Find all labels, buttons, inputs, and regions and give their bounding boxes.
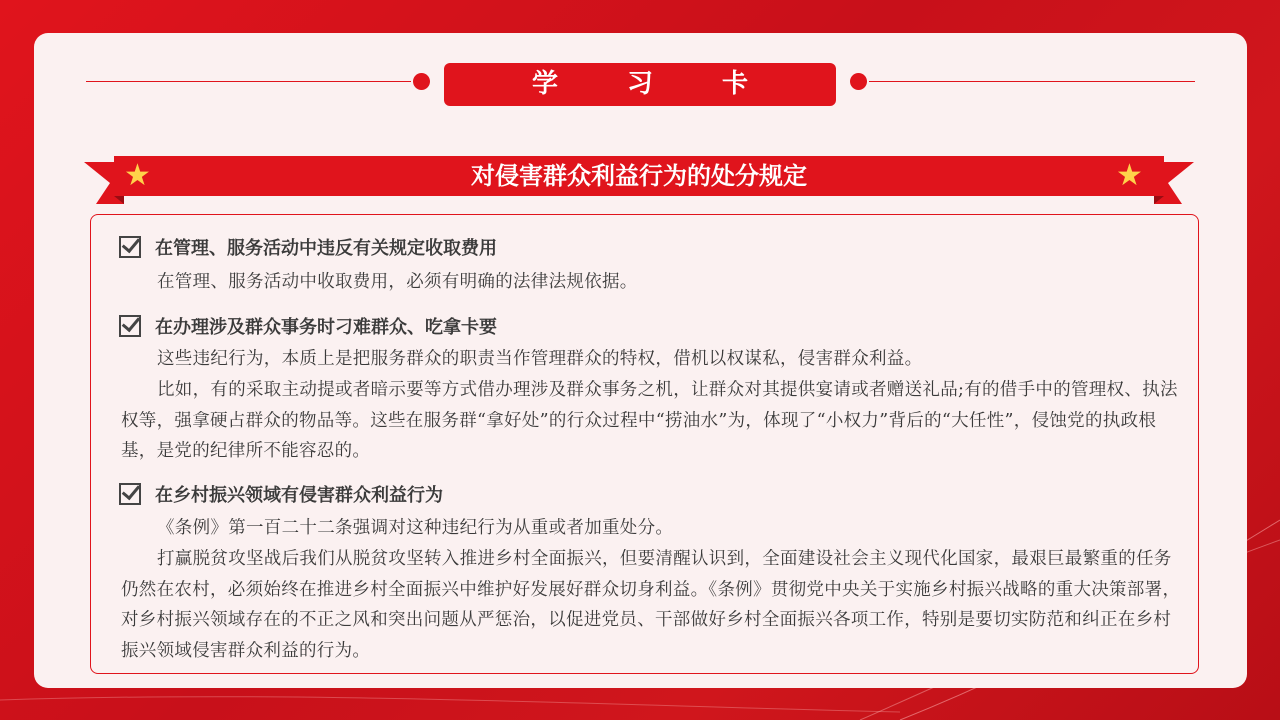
section-paragraph: 在管理、服务活动中收取费用，必须有明确的法律法规依据。 [157, 272, 638, 292]
checkbox-checked-icon [119, 236, 141, 258]
header-line-right [869, 81, 1195, 82]
card-title: 学 习 卡 [444, 63, 836, 106]
section-paragraph: 这些违纪行为，本质上是把服务群众的职责当作管理群众的特权，借机以权谋私，侵害群众利益。 [157, 349, 923, 369]
section-paragraph: 比如，有的采取主动提或者暗示要等方式借办理涉及群众事务之机，让群众对其提供宴请或者赠送礼品;有的借手中的管理权、执法权等，强拿硬占群众的物品等。这些在服务群“拿好处”的行众过程中“捞油水”为，体现了“小权力”背后的“大任性”，侵蚀党的执政根基，是党的纪律所不能容忍的。 [121, 380, 1178, 461]
banner-title: 对侵害群众利益行为的处分规定 [471, 162, 807, 190]
star-icon-left: ★ [124, 158, 151, 193]
section-heading-text: 在乡村振兴领域有侵害群众利益行为 [155, 485, 443, 506]
header-dot-left [413, 73, 430, 90]
section-heading-2 [119, 311, 497, 341]
section-paragraph: 《条例》第一百二十二条强调对这种违纪行为从重或者加重处分。 [157, 518, 674, 538]
study-card [34, 33, 1247, 688]
checkbox-checked-icon [119, 483, 141, 505]
section-heading-1 [119, 232, 497, 262]
title-ribbon [84, 156, 1194, 206]
section-heading-text: 在管理、服务活动中违反有关规定收取费用 [155, 238, 497, 259]
checkbox-checked-icon [119, 315, 141, 337]
section-heading-3 [119, 479, 443, 509]
header-line-left [86, 81, 411, 82]
section-heading-text: 在办理涉及群众事务时刁难群众、吃拿卡要 [155, 317, 497, 338]
section-paragraph: 打赢脱贫攻坚战后我们从脱贫攻坚转入推进乡村全面振兴，但要清醒认识到，全面建设社会主义现代化国家，最艰巨最繁重的任务仍然在农村，必须始终在推进乡村全面振兴中维护好发展好群众切身利益。《条例》贯彻党中央关于实施乡村振兴战略的重大决策部署，对乡村振兴领域存在的不正之风和突出问题从严惩治，以促进党员、干部做好乡村全面振兴各项工作，特别是要切实防范和纠正在乡村振兴领域侵害群众利益的行为。 [121, 549, 1181, 661]
header-dot-right [850, 73, 867, 90]
star-icon-right: ★ [1116, 158, 1143, 193]
content-box [90, 214, 1199, 674]
